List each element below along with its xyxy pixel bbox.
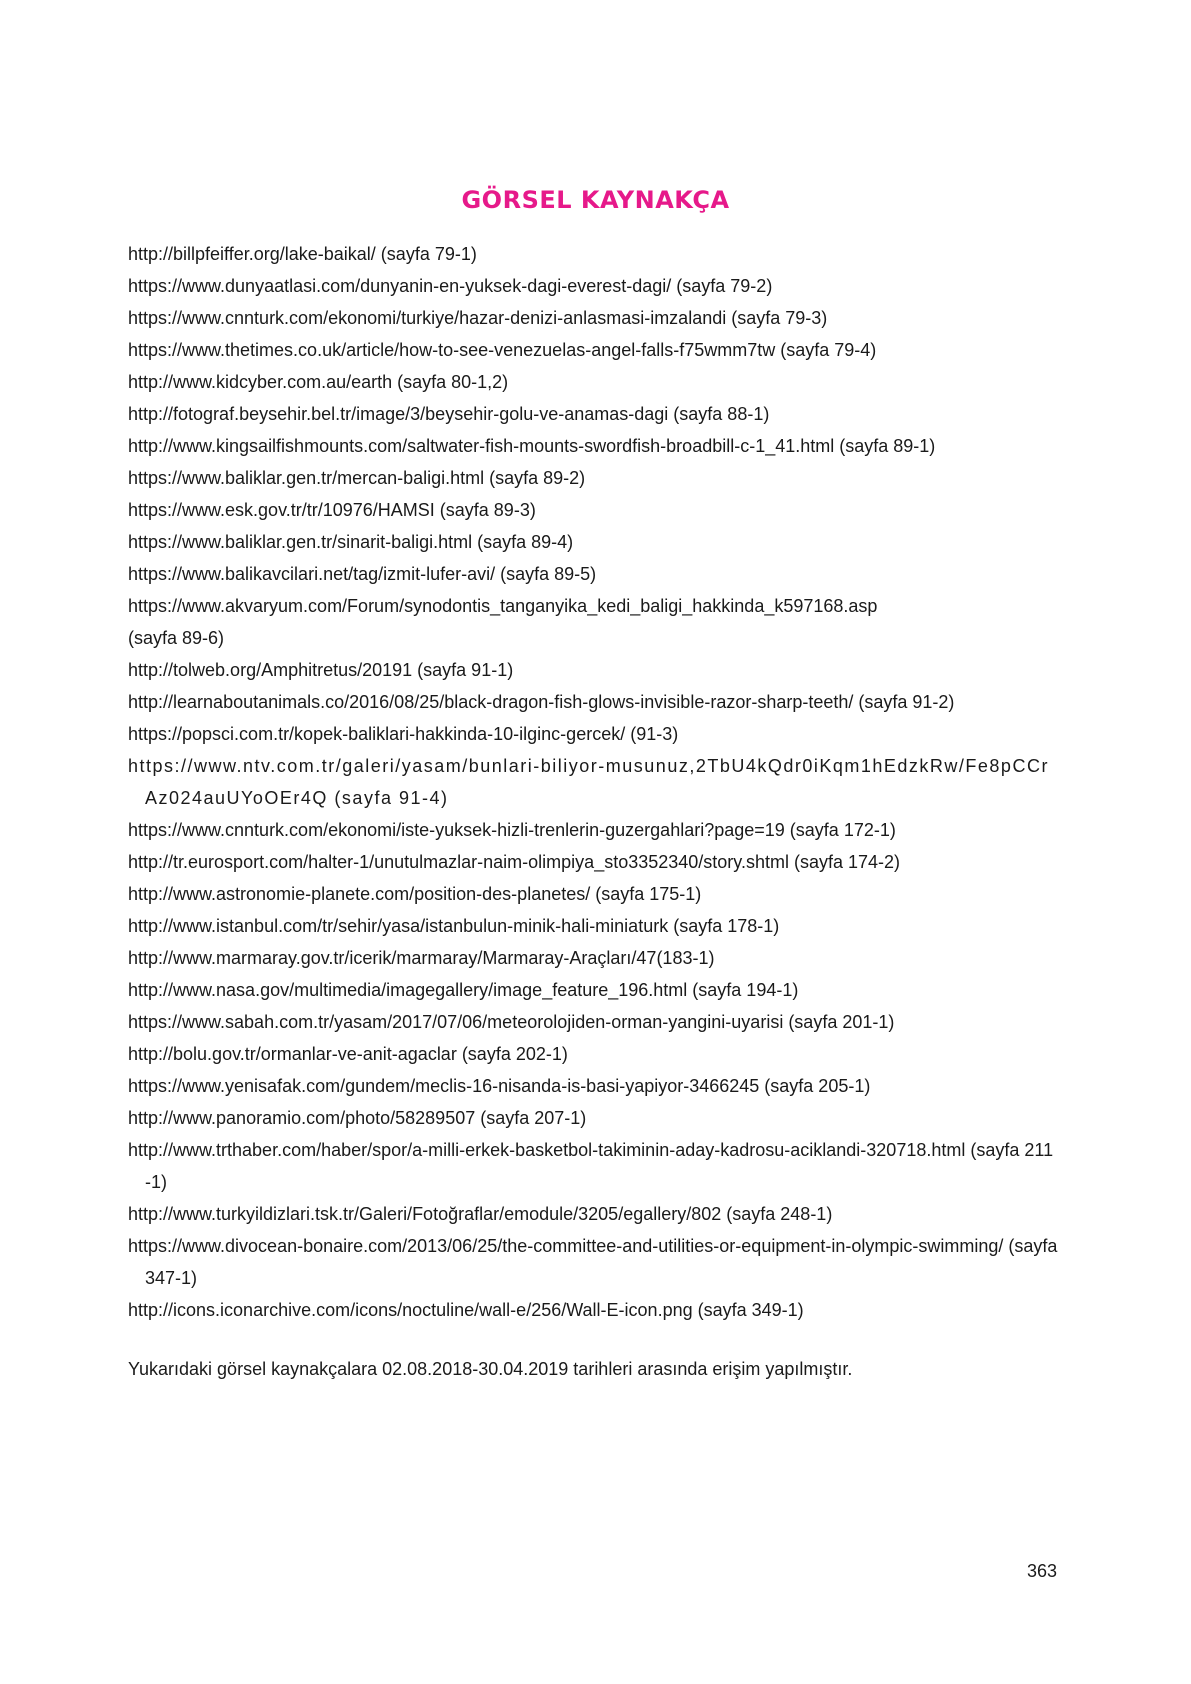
reference-item: http://learnaboutanimals.co/2016/08/25/black-dragon-fish-glows-invisible-razor-sharp-teeth/ (sayfa 91-2)	[128, 692, 955, 712]
reference-item: http://www.marmaray.gov.tr/icerik/marmaray/Marmaray-Araçları/47(183-1)	[128, 948, 715, 968]
reference-item: http://www.turkyildizlari.tsk.tr/Galeri/Fotoğraflar/emodule/3205/egallery/802 (sayfa 248-1)	[128, 1204, 833, 1224]
reference-item: http://icons.iconarchive.com/icons/noctuline/wall-e/256/Wall-E-icon.png (sayfa 349-1)	[128, 1300, 804, 1320]
reference-item: https://www.baliklar.gen.tr/mercan-baligi.html (sayfa 89-2)	[128, 468, 586, 488]
page-number: 363	[1026, 1561, 1057, 1581]
reference-item: https://www.divocean-bonaire.com/2013/06/25/the-committee-and-utilities-or-equipment-in-olympic-swimming/ (sayfa 347-1)	[128, 1236, 1058, 1288]
reference-item: http://tolweb.org/Amphitretus/20191 (sayfa 91-1)	[128, 660, 514, 680]
reference-item: http://billpfeiffer.org/lake-baikal/ (sayfa 79-1)	[128, 244, 477, 264]
reference-item: http://www.istanbul.com/tr/sehir/yasa/istanbulun-minik-hali-miniaturk (sayfa 178-1)	[128, 916, 780, 936]
reference-item: https://popsci.com.tr/kopek-baliklari-hakkinda-10-ilginc-gercek/ (91-3)	[128, 724, 679, 744]
reference-item: http://www.kingsailfishmounts.com/saltwater-fish-mounts-swordfish-broadbill-c-1_41.html (sayfa 89-1)	[128, 436, 936, 456]
reference-item: https://www.ntv.com.tr/galeri/yasam/bunlari-biliyor-musunuz,2TbU4kQdr0iKqm1hEdzkRw/Fe8pCCrAz024auUYoOEr4Q (sayfa 91-4)	[128, 756, 1049, 808]
reference-item: https://www.cnnturk.com/ekonomi/iste-yuksek-hizli-trenlerin-guzergahlari?page=19 (sayfa 172-1)	[128, 820, 896, 840]
reference-item: https://www.yenisafak.com/gundem/meclis-16-nisanda-is-basi-yapiyor-3466245 (sayfa 205-1)	[128, 1076, 871, 1096]
reference-item: https://www.balikavcilari.net/tag/izmit-lufer-avi/ (sayfa 89-5)	[128, 564, 597, 584]
reference-item: https://www.cnnturk.com/ekonomi/turkiye/hazar-denizi-anlasmasi-imzalandi (sayfa 79-3)	[128, 308, 828, 328]
reference-item: http://www.astronomie-planete.com/position-des-planetes/ (sayfa 175-1)	[128, 884, 702, 904]
reference-list	[128, 238, 1058, 1326]
reference-item: http://www.panoramio.com/photo/58289507 (sayfa 207-1)	[128, 1108, 587, 1128]
reference-item: https://www.thetimes.co.uk/article/how-to-see-venezuelas-angel-falls-f75wmm7tw (sayfa 79-4)	[128, 340, 877, 360]
reference-item: https://www.baliklar.gen.tr/sinarit-baligi.html (sayfa 89-4)	[128, 532, 574, 552]
reference-item: https://www.akvaryum.com/Forum/synodontis_tanganyika_kedi_baligi_hakkinda_k597168.asp	[128, 596, 878, 616]
reference-item: http://tr.eurosport.com/halter-1/unutulmazlar-naim-olimpiya_sto3352340/story.shtml (sayfa 174-2)	[128, 852, 901, 872]
reference-item: https://www.dunyaatlasi.com/dunyanin-en-yuksek-dagi-everest-dagi/ (sayfa 79-2)	[128, 276, 773, 296]
access-date-note: Yukarıdaki görsel kaynakçalara 02.08.2018-30.04.2019 tarihleri arasında erişim yapılmıştır.	[128, 1359, 853, 1379]
reference-item: http://fotograf.beysehir.bel.tr/image/3/beysehir-golu-ve-anamas-dagi (sayfa 88-1)	[128, 404, 770, 424]
reference-item: https://www.esk.gov.tr/tr/10976/HAMSI (sayfa 89-3)	[128, 500, 536, 520]
reference-item: http://www.nasa.gov/multimedia/imagegallery/image_feature_196.html (sayfa 194-1)	[128, 980, 799, 1000]
reference-item: http://www.trthaber.com/haber/spor/a-milli-erkek-basketbol-takiminin-aday-kadrosu-aciklandi-320718.html (sayfa 211-1)	[128, 1140, 1054, 1192]
reference-item: (sayfa 89-6)	[128, 628, 225, 648]
reference-item: http://www.kidcyber.com.au/earth (sayfa 80-1,2)	[128, 372, 509, 392]
page-title: GÖRSEL KAYNAKÇA	[461, 186, 730, 214]
reference-item: https://www.sabah.com.tr/yasam/2017/07/06/meteorolojiden-orman-yangini-uyarisi (sayfa 201-1)	[128, 1012, 895, 1032]
reference-item: http://bolu.gov.tr/ormanlar-ve-anit-agaclar (sayfa 202-1)	[128, 1044, 568, 1064]
